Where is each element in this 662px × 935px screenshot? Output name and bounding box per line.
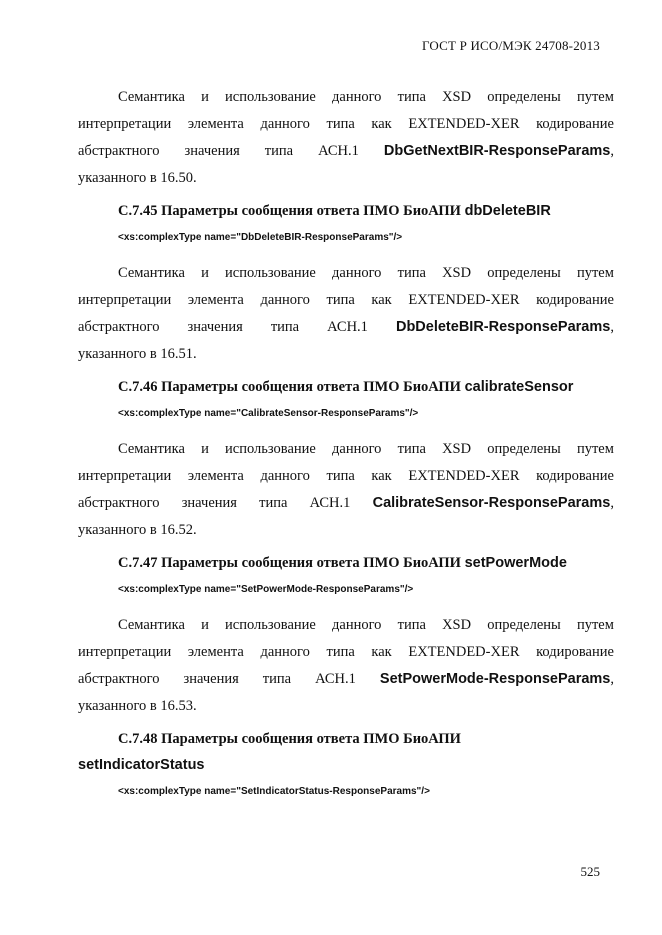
section-paragraph: Семантика и использование данного типа XSD определены путем интерпретации элемента данного типа как EXTENDED-XER кодирование абстрактного значения типа АСН.1 SetPowerMode-ResponseParams, указанного в 16.53. (78, 617, 614, 714)
section-heading: С.7.47 Параметры сообщения ответа ПМО БиоАПИ setPowerMode (118, 555, 567, 571)
section-heading: С.7.46 Параметры сообщения ответа ПМО БиоАПИ calibrateSensor (118, 379, 574, 395)
intro-line-2: интерпретации элемента данного типа как EXTENDED-XER кодирование (78, 116, 614, 132)
intro-line-3: абстрактного значения типа АСН.1 DbGetNextBIR-ResponseParams, (78, 143, 614, 159)
section-heading-op: setIndicatorStatus (78, 757, 205, 773)
intro-line-1: Семантика и использование данного типа XSD определены путем (118, 89, 614, 105)
xsd-code: <xs:complexType name="CalibrateSensor-ResponseParams"/> (118, 408, 419, 419)
section-heading: С.7.48 Параметры сообщения ответа ПМО БиоАПИ (118, 731, 461, 747)
type-name: DbDeleteBIR-ResponseParams (395, 319, 611, 335)
type-name: CalibrateSensor-ResponseParams (372, 495, 611, 511)
standard-header: ГОСТ Р ИСО/МЭК 24708-2013 (421, 38, 600, 53)
section-paragraph: Семантика и использование данного типа XSD определены путем интерпретации элемента данного типа как EXTENDED-XER кодирование абстрактного значения типа АСН.1 DbDeleteBIR-ResponseParams, указанного в 16.51. (78, 265, 614, 362)
xsd-code: <xs:complexType name="SetPowerMode-ResponseParams"/> (118, 584, 414, 595)
intro-line-4: указанного в 16.50. (78, 170, 197, 186)
intro-paragraph (78, 84, 614, 192)
type-name: DbGetNextBIR-ResponseParams (383, 143, 611, 159)
xsd-code: <xs:complexType name="SetIndicatorStatus-ResponseParams"/> (118, 786, 430, 797)
xsd-code: <xs:complexType name="DbDeleteBIR-ResponseParams"/> (118, 232, 403, 243)
section-paragraph: Семантика и использование данного типа XSD определены путем интерпретации элемента данного типа как EXTENDED-XER кодирование абстрактного значения типа АСН.1 CalibrateSensor-ResponseParams, указанного в 16.52. (78, 441, 614, 538)
section-heading: С.7.45 Параметры сообщения ответа ПМО БиоАПИ dbDeleteBIR (118, 203, 551, 219)
page-content (78, 84, 614, 814)
page-number: 525 (580, 864, 600, 879)
type-name: SetPowerMode-ResponseParams (379, 671, 611, 687)
